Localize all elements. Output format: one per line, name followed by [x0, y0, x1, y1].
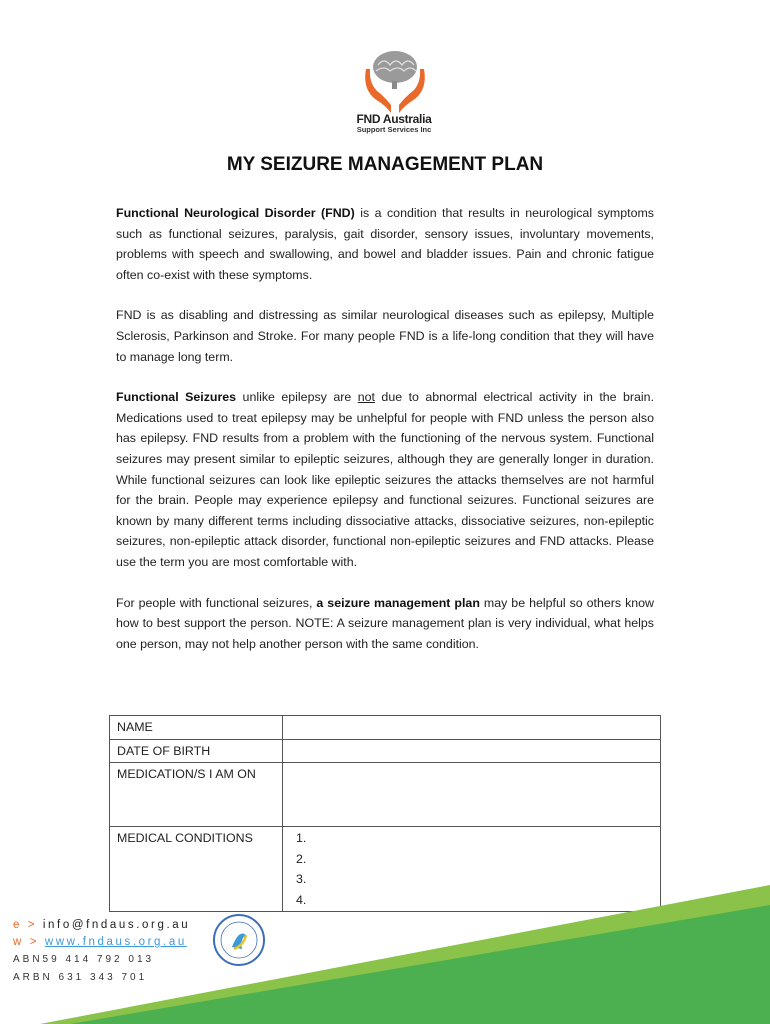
table-row [110, 716, 661, 740]
web-line [13, 934, 190, 951]
name-field[interactable] [283, 716, 661, 740]
functional-seizures-term: Functional Seizures [116, 390, 237, 405]
functional-seizures-text-b: due to abnormal electrical activity in the brain. Medications used to treat epilepsy may be unhelpful for people with FND unless the person also has epilepsy. FND results from a problem with the functioning of the nervous system. Functional seizures may present similar to epileptic seizures, although they are generally longer in duration. While functional seizures can look like epileptic seizures the attacks themselves are not harmful for the brain. People may experience epilepsy and functional seizures. Functional seizures are known by many different terms including dissociative attacks, dissociative seizures, non-epileptic seizures, non-epileptic attack disorder, functional non-epileptic seizures and FND attacks. Please use the term you are most comfortable with. [116, 390, 655, 569]
condition-item-1: 1. [296, 831, 307, 845]
registration-numbers [13, 951, 154, 987]
condition-item-4: 4. [296, 892, 307, 907]
document-body [116, 203, 654, 674]
fnd-impact-text: FND is as disabling and distressing as similar neurological diseases such as epilepsy, Multiple Sclerosis, Parkinson and Stroke. For many people FND is a life-long condition that they will have to manage long term. [116, 308, 654, 364]
fnd-term: Functional Neurological Disorder (FND) [116, 206, 355, 220]
paragraph-functional-seizures [116, 387, 654, 572]
medication-label: MEDICATION/S I AM ON [110, 763, 283, 827]
medication-field[interactable] [283, 763, 661, 827]
condition-item-2: 2. [296, 851, 307, 866]
condition-item-3: 3. [296, 872, 307, 886]
not-underlined: not [357, 390, 375, 405]
email-label: e > [13, 919, 38, 931]
management-plan-term: a seizure management plan [316, 595, 480, 610]
paragraph-fnd-definition [116, 203, 654, 285]
contact-info [13, 917, 190, 951]
brain-icon [373, 51, 417, 89]
paragraph-fnd-impact [116, 305, 654, 367]
registered-charity-badge-icon [212, 913, 266, 967]
website-link[interactable]: www.fndaus.org.au [44, 936, 187, 948]
paragraph-management-plan [116, 593, 654, 655]
medical-conditions-label: MEDICAL CONDITIONS [110, 827, 283, 912]
management-plan-text-a: For people with functional seizures, [116, 595, 317, 610]
table-row [110, 739, 661, 763]
management-plan-text-b: may be helpful so others know how to best support the person. NOTE: A seizure management plan is very individual, what helps one person, may not help another person with the same condition. [116, 595, 655, 651]
logo-text [334, 112, 454, 134]
dob-field[interactable] [283, 739, 661, 763]
fnd-australia-logo [340, 45, 450, 150]
dob-label: DATE OF BIRTH [110, 739, 283, 763]
table-row [110, 763, 661, 827]
fnd-definition-text: is a condition that results in neurological symptoms such as functional seizures, paralysis, gait disorder, sensory issues, involuntary movements, problems with speech and swallowing, and bowel and bladder issues. Pain and chronic fatigue often co-exist with these symptoms. [116, 206, 654, 282]
logo-name: FND Australia [356, 112, 432, 126]
logo-subtitle: Support Services Inc [356, 125, 432, 134]
name-label: NAME [110, 716, 283, 740]
web-label: w > [13, 936, 40, 948]
page-title: MY SEIZURE MANAGEMENT PLAN [226, 154, 544, 175]
email-address[interactable]: info@fndaus.org.au [42, 919, 191, 931]
email-line [13, 917, 190, 934]
functional-seizures-text-a: unlike epilepsy are [236, 390, 358, 405]
abn-number: ABN59 414 792 013 [13, 954, 155, 965]
arbn-number: ARBN 631 343 701 [13, 972, 148, 983]
